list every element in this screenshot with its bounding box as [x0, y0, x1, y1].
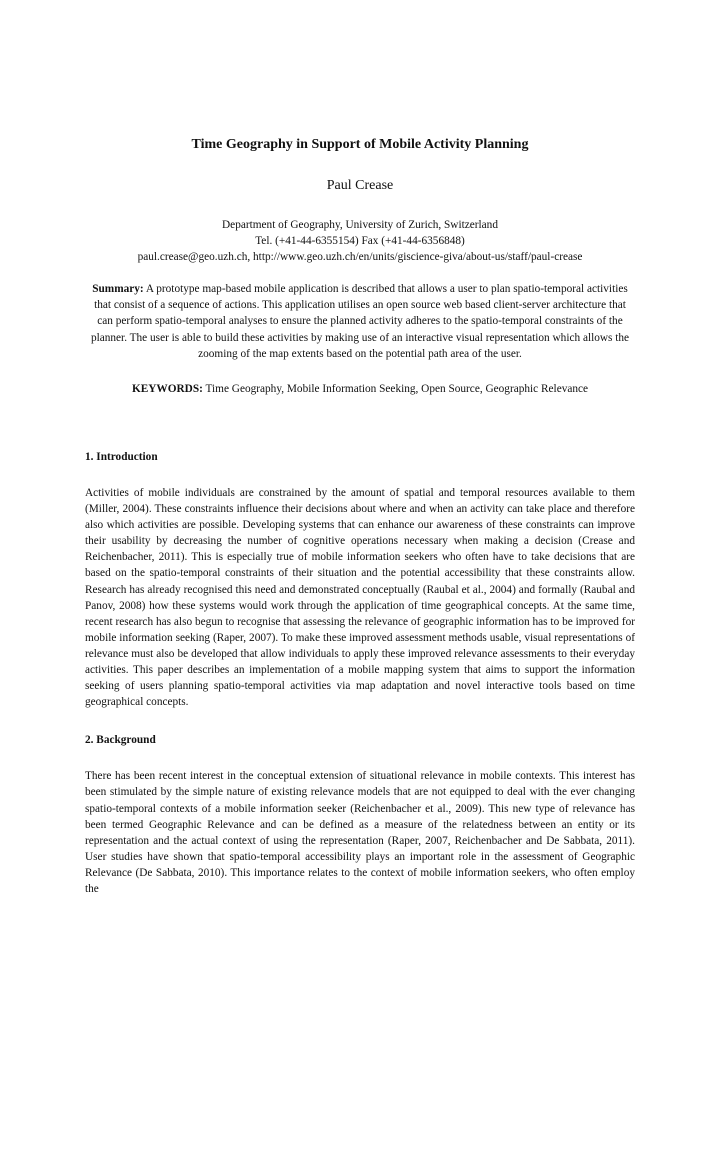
summary-block — [85, 281, 635, 362]
summary-label: Summary: — [92, 283, 144, 295]
paper-page — [0, 136, 720, 1155]
section-paragraph-introduction: Activities of mobile individuals are constrained by the amount of spatial and temporal resources available to them (Miller, 2004). These constraints influence their decisions about where and when an activity can take place and therefore also which activities are possible. Developing systems that can enhance our awareness of these constraints can improve their usability by decreasing the number of cognitive operations necessary when making a decision (Crease and Reichenbacher, 2011). This is especially true of mobile information seekers who often have to take decisions that are based on the spatio-temporal constraints of their situation and the potential accessibility that these constraints allow. Research has already recognised this need and demonstrated conceptually (Raubal et al., 2004) and formally (Raubal and Panov, 2008) how these systems would work through the application of time geographical concepts. At the same time, recent research has also begun to recognise that assessing the relevance of geographic information has to be improved for mobile information seeking (Raper, 2007). To make these improved assessment methods usable, visual representations of relevance must also be developed that allow individuals to apply these improved relevance assessments to their everyday activities. This paper describes an implementation of a mobile mapping system that aims to support the information seeking of users planning spatio-temporal activities via map adaptation and novel interactive tools based on time geographical concepts. — [85, 487, 635, 709]
keywords-label: KEYWORDS: — [131, 383, 203, 396]
summary-text: A prototype map-based mobile application is described that allows a user to plan spatio-temporal activities that consist of a sequence of actions. This application utilises an open source web based client-server architecture that can perform spatio-temporal analyses to ensure the planned activity adheres to the spatio-temporal constraints of the planner. The user is able to build these activities by making use of an interactive visual representation which allows the zooming of the map extents based on the potential path area of the user. — [90, 283, 630, 360]
affiliation-contact: paul.crease@geo.uzh.ch, http://www.geo.uzh.ch/en/units/giscience-giva/about-us/staff/paul-crease — [137, 251, 583, 263]
affiliation-department: Department of Geography, University of Zurich, Switzerland — [222, 219, 498, 231]
section-heading-background: 2. Background — [85, 734, 156, 747]
section-paragraph-background: There has been recent interest in the conceptual extension of situational relevance in mobile contexts. This interest has been stimulated by the simple nature of existing relevance models that are not equipped to deal with the ever changing spatio-temporal contexts of a mobile information seeker (Reichenbacher et al., 2009). This new type of relevance has been termed Geographic Relevance and can be defined as a measure of the relatedness between an entity or its representation and the actual context of using the representation (Raper, 2007, Reichenbacher and De Sabbata, 2011). User studies have shown that spatio-temporal accessibility plays an important role in the assessment of Geographic Relevance (De Sabbata, 2010). This importance relates to the context of mobile information seekers, who often employ the — [85, 770, 635, 895]
keywords-text: Time Geography, Mobile Information Seeking, Open Source, Geographic Relevance — [205, 383, 589, 396]
affiliation-phone: Tel. (+41-44-6355154) Fax (+41-44-6356848) — [255, 235, 465, 247]
section-heading-introduction: 1. Introduction — [85, 451, 158, 464]
affiliation-block — [85, 217, 635, 265]
paper-title: Time Geography in Support of Mobile Activity Planning — [191, 137, 529, 152]
keywords-block — [85, 381, 635, 397]
author-name: Paul Crease — [326, 178, 394, 193]
